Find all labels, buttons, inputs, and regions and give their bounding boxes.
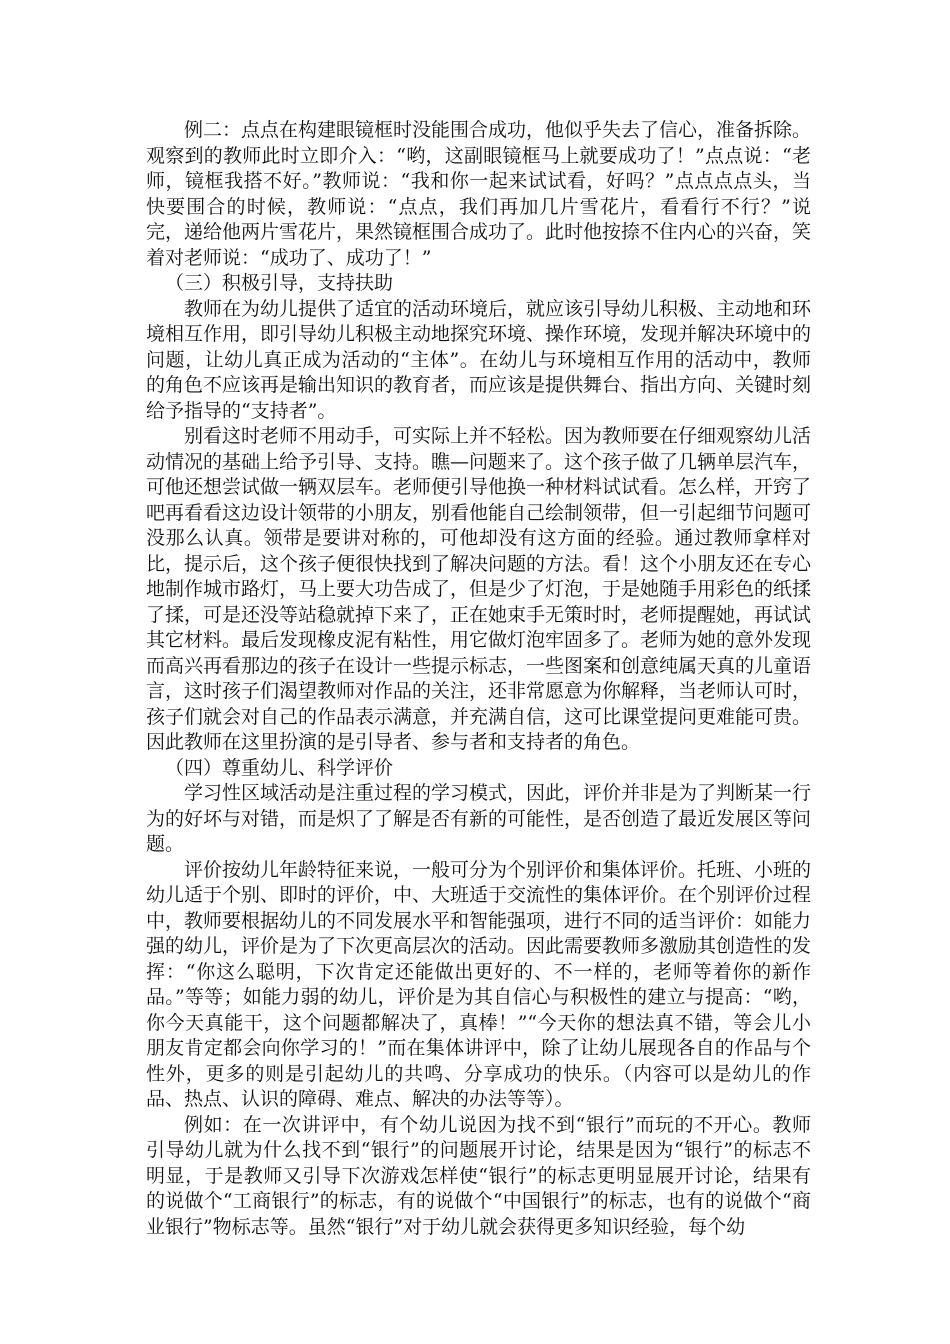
section-heading-four: （四）尊重幼儿、科学评价 [165, 756, 394, 779]
body-paragraph: 别看这时老师不用动手，可实际上并不轻松。因为教师要在仔细观察幼儿活动情况的基础上给予引导、支持。瞧—问题来了。这个孩子做了几辆单层汽车，可他还想尝试做一辆双层车。老师便引导他换一种材料试试看。怎么样，开窍了吧再看看这边设计领带的小朋友，别看他能自己绘制领带，但一引起细节问题可没那么认真。领带是要讲对称的，可他却没有这方面的经验。通过教师拿样对比，提示后，这个孩子便很快找到了解决问题的方法。看！这个小朋友还在专心地制作城市路灯，马上要大功告成了，但是少了灯泡，于是她随手用彩色的纸揉了揉，可是还没等站稳就掉下来了，正在她束手无策时时，老师提醒她，再试试其它材料。最后发现橡皮泥有粘性，用它做灯泡牢固多了。老师为她的意外发现而高兴再看那边的孩子在设计一些提示标志，一些图案和创意纯属天真的儿童语言，这时孩子们渴望教师对作品的关注，还非常愿意为你解释，当老师认可时，孩子们就会对自己的作品表示满意，并充满自信，这可比课堂提问更难能可贵。因此教师在这里扮演的是引导者、参与者和支持者的角色。 [146, 425, 812, 753]
example-paragraph: 例如：在一次讲评中，有个幼儿说因为找不到“银行”而玩的不开心。教师引导幼儿就为什么找不到“银行”的问题展开讨论，结果是因为“银行”的标志不明显，于是教师又引导下次游戏怎样使“银行”的标志更明显展开讨论，结果有的说做个“工商银行”的标志，有的说做个“中国银行”的标志，也有的说做个“商业银行”物标志等。虽然“银行”对于幼儿就会获得更多知识经验，每个幼 [146, 1113, 811, 1238]
body-paragraph: 学习性区域活动是注重过程的学习模式，因此，评价并非是为了判断某一行为的好坏与对错，而是炽了了解是否有新的可能性，是否创造了最近发展区等问题。 [146, 782, 812, 855]
body-paragraph: 教师在为幼儿提供了适宜的活动环境后，就应该引导幼儿积极、主动地和环境相互作用，即引导幼儿积极主动地探究环境、操作环境，发现并解决环境中的问题，让幼儿真正成为活动的“主体”。在幼儿与环境相互作用的活动中，教师的角色不应该再是输出知识的教育者，而应该是提供舞台、指出方向、关键时刻给予指导的“支持者”。 [146, 297, 812, 422]
document-page [146, 118, 811, 1240]
example-two-paragraph: 例二：点点在构建眼镜框时没能围合成功，他似乎失去了信心，准备拆除。观察到的教师此时立即介入：“哟，这副眼镜框马上就要成功了！”点点说：“老师，镜框我搭不好。”教师说：“我和你一起来试试看，好吗？”点点点点头，当快要围合的时候，教师说：“点点，我们再加几片雪花片，看看行不行？”说完，递给他两片雪花片，果然镜框围合成功了。此时他按捺不住内心的兴奋，笑着对老师说：“成功了、成功了！” [146, 119, 812, 269]
section-heading-three: （三）积极引导，支持扶助 [165, 272, 394, 294]
body-paragraph: 评价按幼儿年龄特征来说，一般可分为个别评价和集体评价。托班、小班的幼儿适于个别、即时的评价，中、大班适于交流性的集体评价。在个别评价过程中，教师要根据幼儿的不同发展水平和智能强项，进行不同的适当评价：如能力强的幼儿，评价是为了下次更高层次的活动。因此需要教师多激励其创造性的发挥：“你这么聪明，下次肯定还能做出更好的、不一样的，老师等着你的新作品。”等等；如能力弱的幼儿，评价是为其自信心与积极性的建立与提高：“哟，你今天真能干，这个问题都解决了，真棒！”“今天你的想法真不错，等会儿小朋友肯定都会向你学习的！”而在集体讲评中，除了让幼儿展现各自的作品与个性外，更多的则是引起幼儿的共鸣、分享成功的快乐。（内容可以是幼儿的作品、热点、认识的障碍、难点、解决的办法等等）。 [146, 858, 812, 1110]
